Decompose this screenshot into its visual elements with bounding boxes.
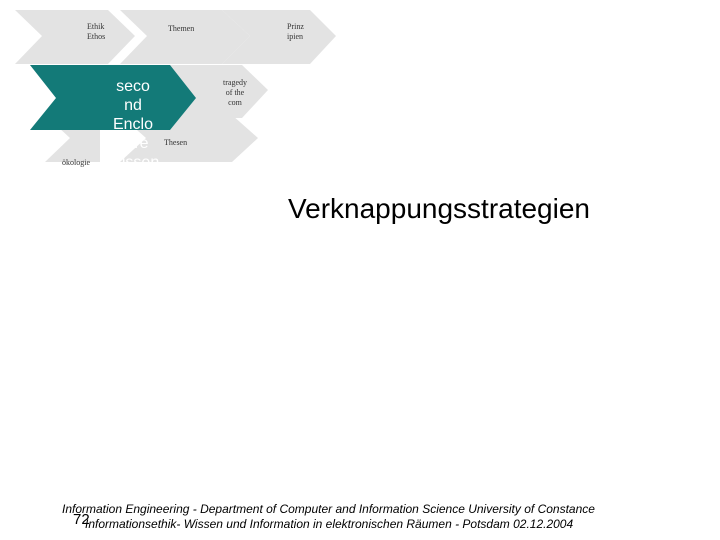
chevron-label-oekologie: ökologie [62,158,90,167]
chevron-label-themen: Themen [168,24,195,33]
slide-title: Verknappungsstrategien [288,193,590,224]
footer-course: Informationsethik- Wissen und Information in elektronischen Räumen - Potsdam 02.12.2004 [85,517,574,531]
chevron-label-thesen: Thesen [164,138,188,147]
chevron-label-prinzipien: Prinz ipien [287,22,304,41]
chevron-label-ethik: Ethik Ethos [87,22,106,41]
footer-institution: Information Engineering - Department of Computer and Information Science University of Constance [62,502,595,516]
page-number: 72 [73,511,90,528]
chevron-label-tragedy: tragedy of the com [223,78,247,107]
chevron-ethik [15,10,135,64]
chevron-label-second-enclosure: seco nd Enclo sure Wissen [106,78,160,169]
